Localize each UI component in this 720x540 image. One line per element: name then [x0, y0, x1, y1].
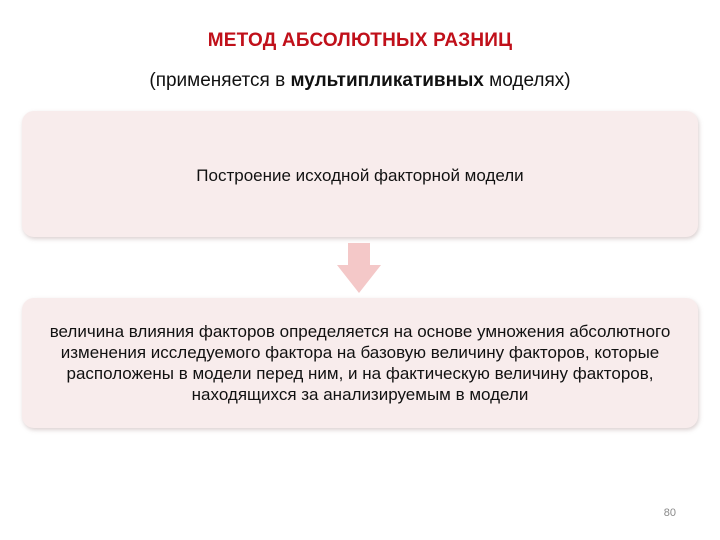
down-arrow-shape [337, 243, 381, 293]
slide-title: МЕТОД АБСОЛЮТНЫХ РАЗНИЦ [207, 30, 513, 51]
subtitle-prefix: (применяется в [149, 70, 291, 91]
step-box-calculation [22, 298, 698, 428]
page-number: 80 [663, 507, 676, 519]
step-box-model-text: Построение исходной факторной модели [196, 166, 524, 185]
step-box-calculation-text: величина влияния факторов определяется на основе умножения абсолютного изменения исследуемого фактора на базовую величину факторов, которые расположены в модели перед ним, и на фактическую величину факторов, находящихся за анализируемым в модели [49, 322, 671, 404]
slide-subtitle [0, 70, 720, 92]
step-box-model [22, 111, 698, 237]
subtitle-emphasis: мультипликативных [290, 70, 484, 91]
subtitle-suffix: моделях) [483, 70, 571, 91]
down-arrow-icon [337, 243, 381, 293]
